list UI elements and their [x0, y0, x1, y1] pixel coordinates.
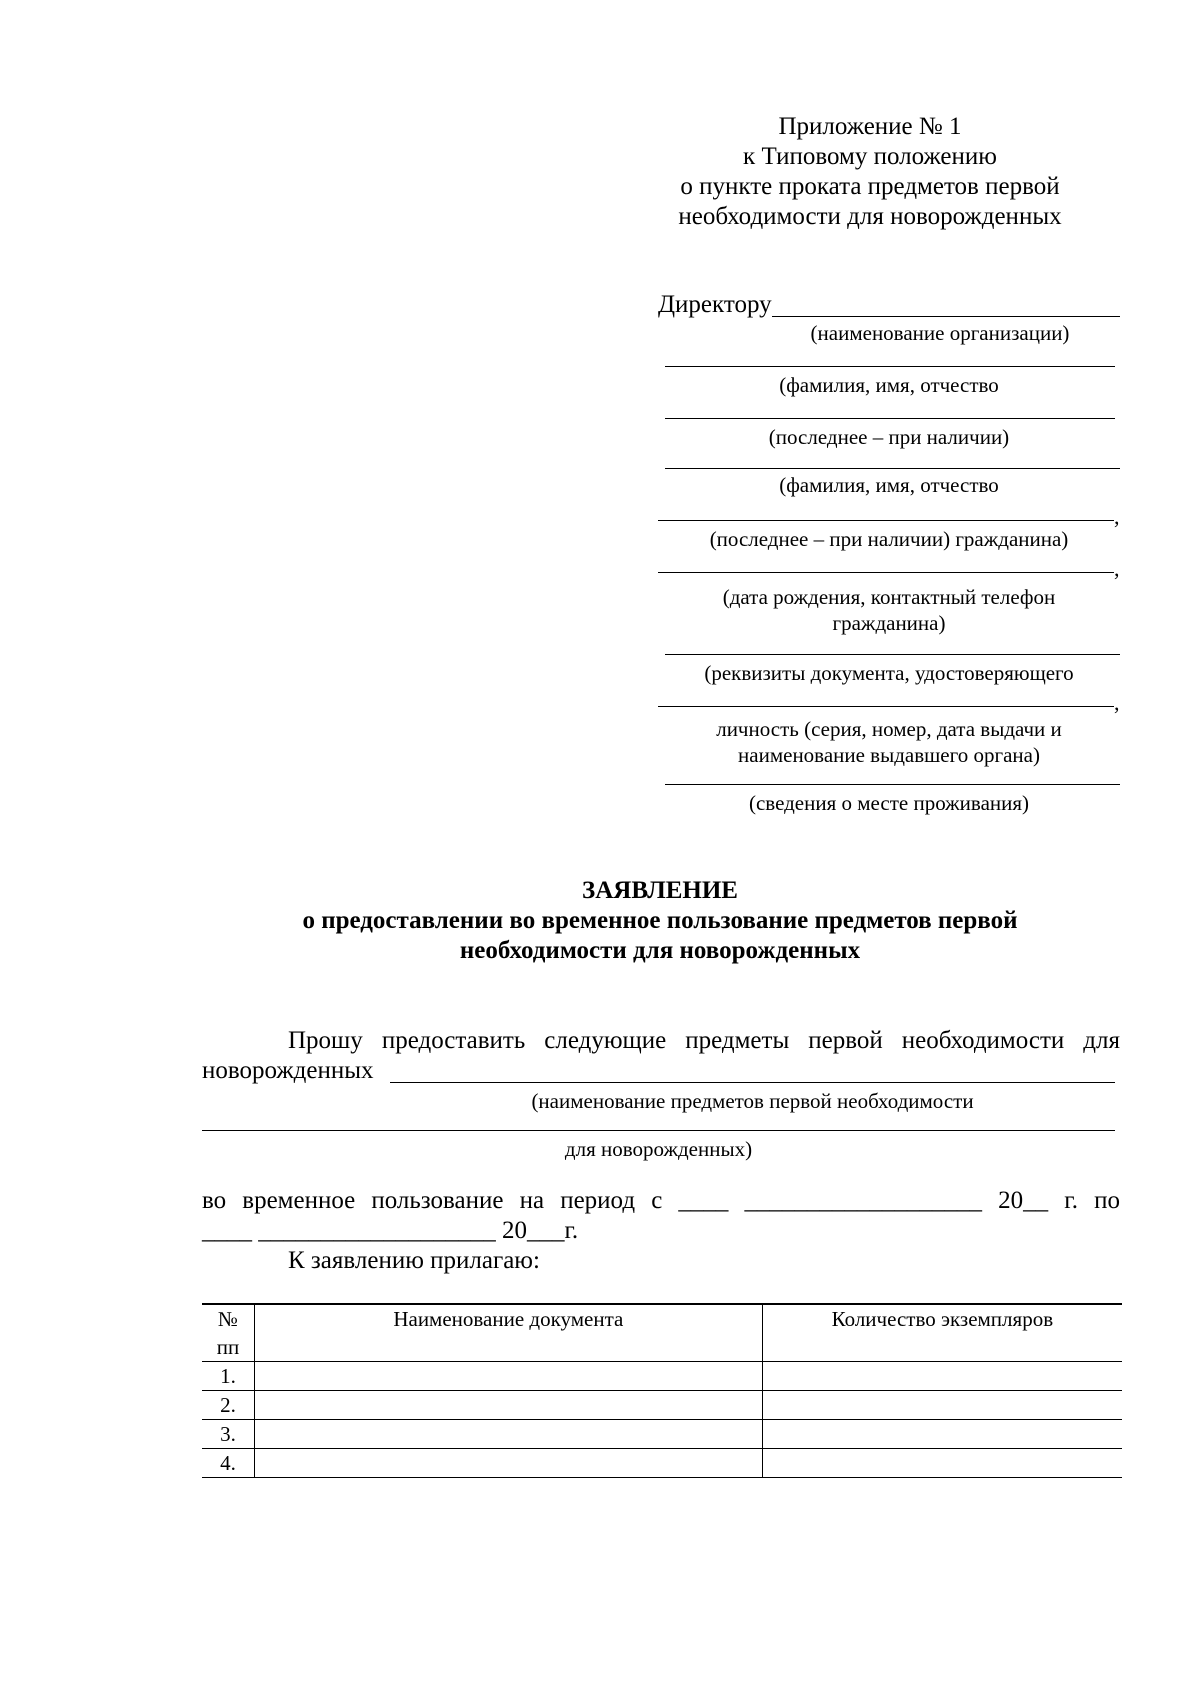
- title-heading: ЗАЯВЛЕНИЕ: [582, 877, 738, 904]
- copies-count-cell[interactable]: [762, 1391, 1122, 1420]
- request-line-1: Прошу предоставить следующие предметы первой необходимости для: [288, 1027, 1120, 1054]
- period-word: с: [651, 1187, 663, 1214]
- birth-phone-blank-line[interactable]: [658, 572, 1114, 573]
- period-line-1: [202, 1186, 1120, 1216]
- document-name-cell[interactable]: [254, 1420, 762, 1449]
- appendix-line: Приложение № 1: [778, 113, 962, 140]
- caption-birth-phone-1: (дата рождения, контактный телефон: [722, 585, 1056, 609]
- director-label: Директору: [658, 291, 772, 318]
- document-name-cell[interactable]: [254, 1449, 762, 1478]
- period-word: по: [1094, 1187, 1120, 1214]
- period-word: г.: [1064, 1187, 1078, 1214]
- copies-count-cell[interactable]: [762, 1362, 1122, 1391]
- appendix-line: необходимости для новорожденных: [678, 203, 1062, 230]
- citizen-fio-blank-line-2[interactable]: [658, 520, 1114, 521]
- citizen-fio-blank-line-1[interactable]: [665, 468, 1120, 469]
- fio-blank-line-2[interactable]: [665, 418, 1115, 419]
- comma: ,: [1114, 556, 1120, 581]
- request-word: новорожденных: [202, 1057, 374, 1084]
- row-number: 2.: [202, 1391, 254, 1420]
- document-name-cell[interactable]: [254, 1391, 762, 1420]
- row-number: 4.: [202, 1449, 254, 1478]
- period-month-blank[interactable]: ___________________: [744, 1187, 983, 1214]
- caption-identity-doc: (реквизиты документа, удостоверяющего: [704, 661, 1074, 685]
- caption-identity-2: наименование выдавшего органа): [738, 743, 1040, 767]
- period-word: на: [519, 1187, 545, 1214]
- title-line: о предоставлении во временное пользование предметов первой: [302, 907, 1018, 934]
- caption-last-name-2: (последнее – при наличии) гражданина): [709, 527, 1069, 551]
- attachments-intro: К заявлению прилагаю:: [288, 1247, 540, 1274]
- period-word: период: [560, 1187, 636, 1214]
- caption-last-name-1: (последнее – при наличии): [768, 425, 1010, 449]
- identity-doc-blank-line-1[interactable]: [665, 654, 1120, 655]
- table-row: [202, 1362, 1122, 1391]
- document-title: [200, 876, 1120, 966]
- caption-residence: (сведения о месте проживания): [748, 791, 1030, 815]
- header-copies-count: Количество экземпляров: [762, 1304, 1122, 1362]
- period-year-blank[interactable]: 20__: [998, 1187, 1049, 1214]
- copies-count-cell[interactable]: [762, 1449, 1122, 1478]
- identity-doc-blank-line-2[interactable]: [658, 706, 1114, 707]
- period-word: во: [202, 1187, 227, 1214]
- row-number: 1.: [202, 1362, 254, 1391]
- appendix-header: [620, 112, 1120, 232]
- appendix-line: к Типовому положению: [743, 143, 997, 170]
- caption-fio-2: (фамилия, имя, отчество: [779, 473, 999, 497]
- period-day-blank[interactable]: ____: [678, 1187, 729, 1214]
- row-number: 3.: [202, 1420, 254, 1449]
- table-header-row: [202, 1304, 1122, 1362]
- table-row: [202, 1420, 1122, 1449]
- director-blank-line[interactable]: [772, 316, 1120, 317]
- header-number: [202, 1304, 254, 1362]
- period-line-2[interactable]: ____ ___________________ 20___г.: [202, 1217, 579, 1244]
- caption-items-1: (наименование предметов первой необходимости: [531, 1089, 974, 1113]
- caption-fio-1: (фамилия, имя, отчество: [779, 373, 999, 397]
- residence-blank-line[interactable]: [665, 784, 1120, 785]
- comma: ,: [1114, 690, 1120, 715]
- header-document-name: Наименование документа: [254, 1304, 762, 1362]
- caption-organization: (наименование организации): [810, 321, 1070, 345]
- attachments-table: [202, 1303, 1122, 1478]
- items-blank-line-2[interactable]: [202, 1130, 1115, 1131]
- fio-blank-line-1[interactable]: [665, 366, 1115, 367]
- title-line: необходимости для новорожденных: [459, 937, 861, 964]
- document-name-cell[interactable]: [254, 1362, 762, 1391]
- items-blank-line-1[interactable]: [390, 1082, 1115, 1083]
- period-word: временное: [242, 1187, 356, 1214]
- caption-items-2: для новорожденных): [564, 1137, 753, 1161]
- table-row: [202, 1449, 1122, 1478]
- caption-birth-phone-2: гражданина): [832, 611, 946, 635]
- header-number-line: №: [217, 1307, 238, 1331]
- header-number-line: пп: [216, 1335, 240, 1359]
- period-word: пользование: [371, 1187, 504, 1214]
- comma: ,: [1114, 504, 1120, 529]
- copies-count-cell[interactable]: [762, 1420, 1122, 1449]
- caption-identity-1: личность (серия, номер, дата выдачи и: [716, 717, 1062, 741]
- appendix-line: о пункте проката предметов первой: [680, 173, 1060, 200]
- table-row: [202, 1391, 1122, 1420]
